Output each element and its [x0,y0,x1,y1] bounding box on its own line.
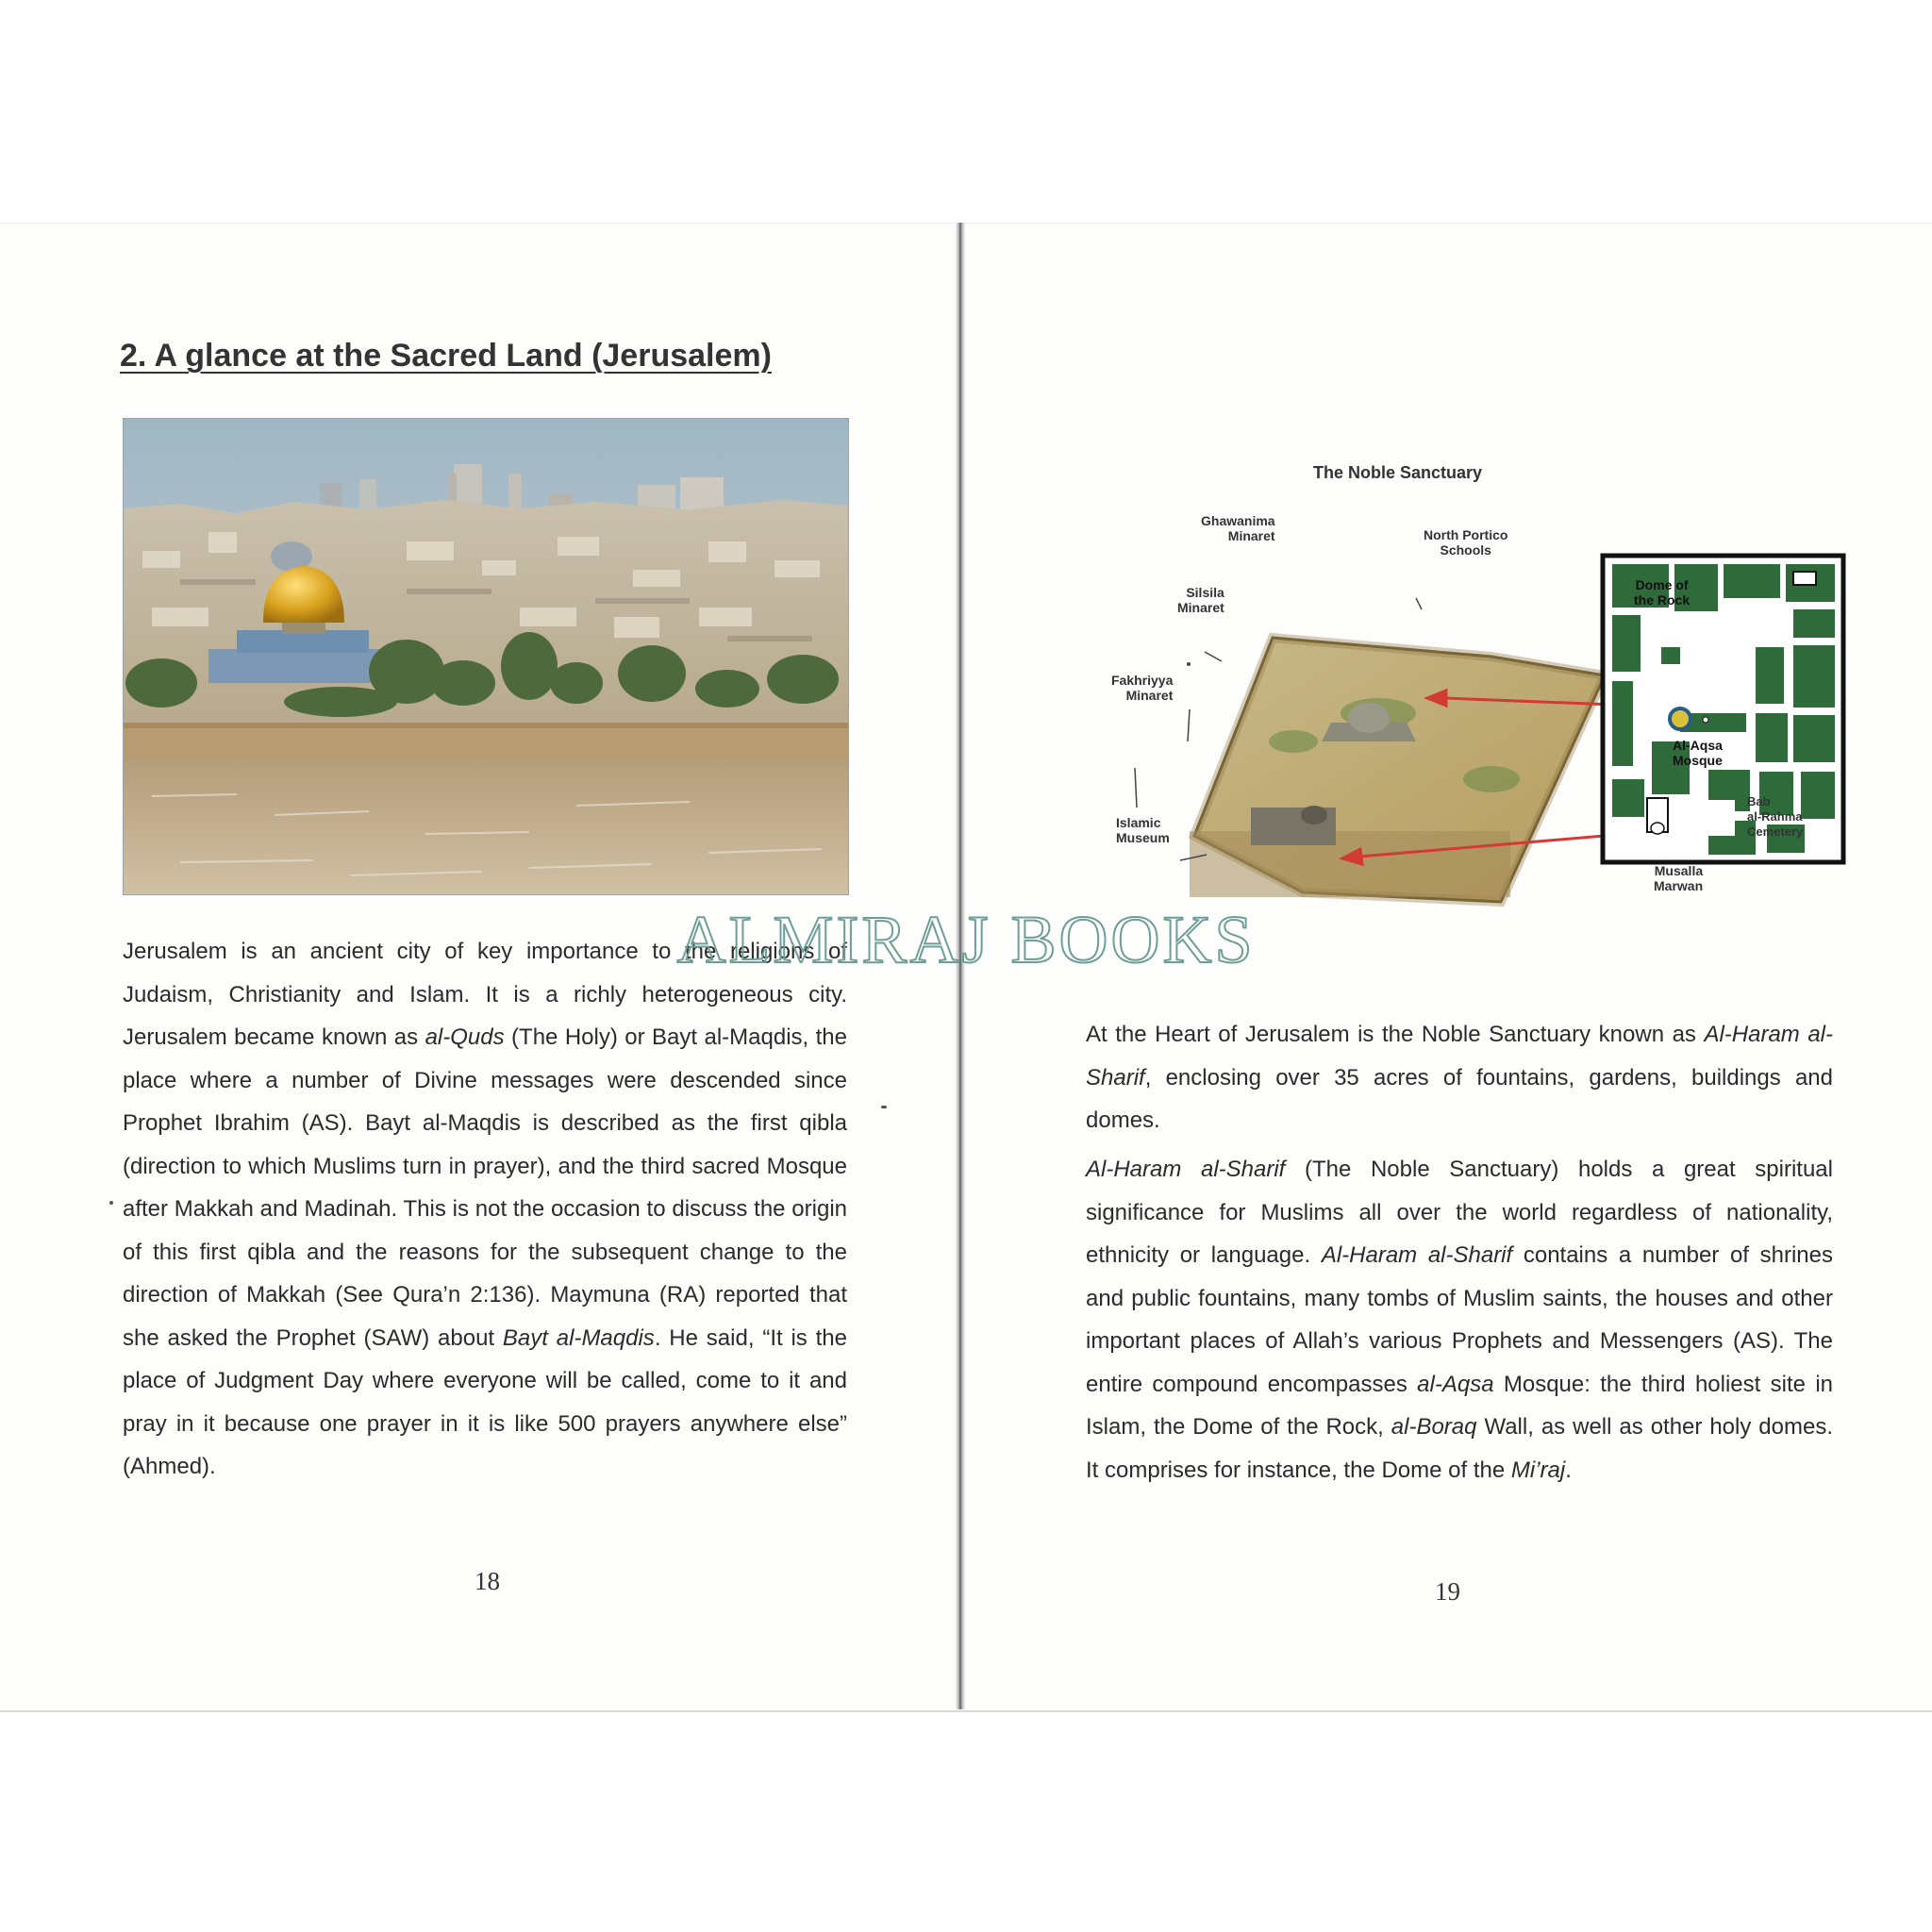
intro-paragraph: Jerusalem is an ancient city of key importance to the religions of Judaism, Christianity and Islam. It is a richly heterogeneous city. Jerusalem became known as al-Quds (The Holy) or Bayt al-Maqdis, the place where a number of Divine messages were descended since Prophet Ibrahim (AS). Bayt al-Maqdis is described as the first qibla (direction to which Muslims turn in prayer), and the third sacred Mosque after Makkah and Madinah. This is not the occasion to discuss the origin of this first qibla and the reasons for the subsequent change to the direction of Makkah (See Qura’n 2:136). Maymuna (RA) reported that she asked the Prophet (SAW) about Bayt al-Maqdis. He said, “It is the place of Judgment Day where everyone will be called, come to it and pray in it because one prayer in it is like 500 prayers anywhere else” (Ahmed). [123,939,848,1479]
scan-speck [109,1201,113,1205]
page-number: 18 [475,1567,500,1595]
jerusalem-skyline-photo [123,418,849,895]
haram-al-sharif-paragraph: Al-Haram al-Sharif (The Noble Sanctuary) holds a great spiritual significance for Muslims all over the world regardless of nationality, ethnicity or language. Al-Haram al-Sharif contains a number of shrines and public fountains, many tombs of Muslim saints, the houses and other important places of Allah’s various Prophets and Messengers (AS). The entire compound encompasses al-Aqsa Mosque: the third holiest site in Islam, the Dome of the Rock, al-Boraq Wall, as well as other holy domes. It comprises for instance, the Dome of the Mi’raj. [1086,1157,1834,1483]
silsila-minaret-label: Silsila Minaret [1177,585,1224,615]
page-heading: 2. A glance at the Sacred Land (Jerusalem) [120,338,772,374]
bab-al-rahma-label: Bab al-Rahma Cemetery [1747,794,1804,839]
fakhriyya-minaret-label: Fakhriyya Minaret [1111,673,1174,703]
north-portico-label: North Portico Schools [1424,527,1508,558]
dome-of-the-rock-label: Dome of the Rock [1634,577,1690,608]
ghawanima-minaret-label: Ghawanima Minaret [1201,513,1275,543]
al-aqsa-mosque-label: Al-Aqsa Mosque [1673,738,1723,768]
islamic-museum-label: Islamic Museum [1116,815,1170,845]
musalla-marwan-label: Musalla Marwan [1654,863,1704,893]
watermark: ALMIRAJ BOOKS [676,902,1256,977]
heart-of-jerusalem-paragraph: At the Heart of Jerusalem is the Noble Sanctuary known as Al-Haram al-Sharif, enclosing over 35 acres of fountains, gardens, buildings and domes. [1086,1022,1833,1133]
diagram-title-label: The Noble Sanctuary [1313,463,1483,482]
page-number: 19 [1435,1577,1460,1606]
scan-speck [881,1106,887,1108]
